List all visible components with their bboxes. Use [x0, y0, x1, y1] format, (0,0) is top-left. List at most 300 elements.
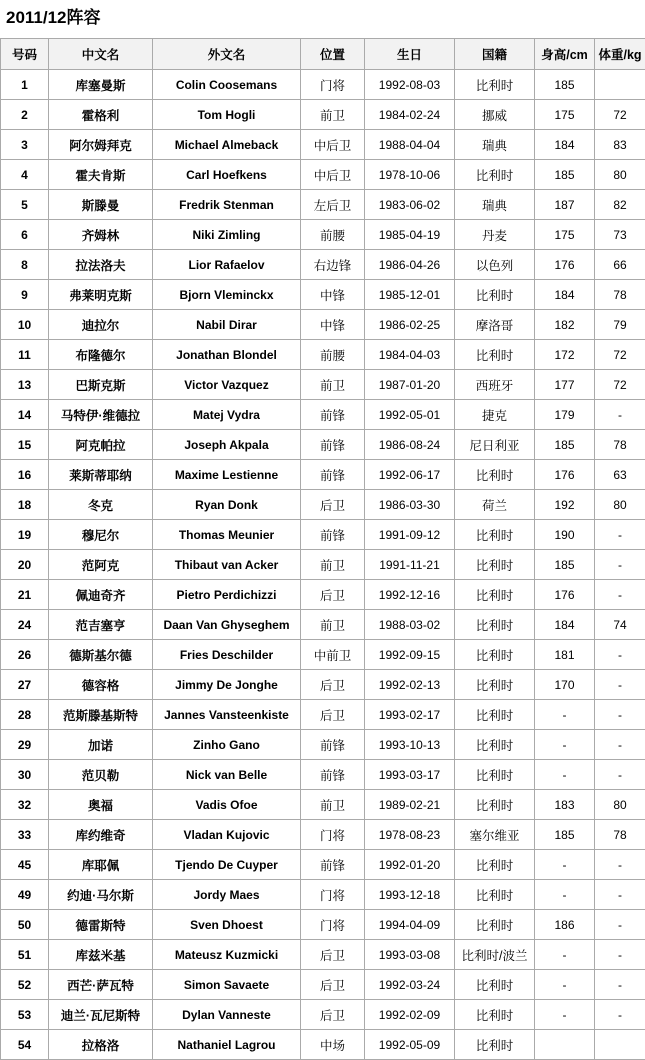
column-header-height: 身高/cm [535, 39, 595, 70]
cell-cn-name: 冬克 [49, 490, 153, 520]
cell-birthday: 1987-01-20 [365, 370, 455, 400]
cell-cn-name: 佩迪奇齐 [49, 580, 153, 610]
cell-nationality: 捷克 [455, 400, 535, 430]
cell-fn-name: Fredrik Stenman [153, 190, 301, 220]
table-row [1, 340, 645, 370]
cell-weight: - [595, 550, 645, 580]
cell-fn-name: Nick van Belle [153, 760, 301, 790]
cell-height: - [535, 760, 595, 790]
cell-height: 182 [535, 310, 595, 340]
cell-number: 2 [1, 100, 49, 130]
cell-cn-name: 阿尔姆拜克 [49, 130, 153, 160]
cell-height: 170 [535, 670, 595, 700]
cell-nationality: 比利时 [455, 970, 535, 1000]
cell-number: 32 [1, 790, 49, 820]
cell-height: 192 [535, 490, 595, 520]
cell-position: 前锋 [301, 460, 365, 490]
cell-height: 185 [535, 160, 595, 190]
cell-height: 176 [535, 580, 595, 610]
cell-cn-name: 库兹米基 [49, 940, 153, 970]
cell-position: 右边锋 [301, 250, 365, 280]
table-row [1, 820, 645, 850]
cell-birthday: 1992-02-09 [365, 1000, 455, 1030]
cell-cn-name: 齐姆林 [49, 220, 153, 250]
cell-number: 1 [1, 70, 49, 100]
cell-birthday: 1992-05-01 [365, 400, 455, 430]
cell-weight: - [595, 580, 645, 610]
cell-position: 后卫 [301, 970, 365, 1000]
table-row [1, 250, 645, 280]
cell-nationality: 以色列 [455, 250, 535, 280]
cell-height: 177 [535, 370, 595, 400]
cell-cn-name: 范斯滕基斯特 [49, 700, 153, 730]
cell-nationality: 塞尔维亚 [455, 820, 535, 850]
cell-cn-name: 马特伊·维德拉 [49, 400, 153, 430]
cell-position: 前卫 [301, 550, 365, 580]
table-row [1, 520, 645, 550]
cell-fn-name: Zinho Gano [153, 730, 301, 760]
cell-nationality: 瑞典 [455, 130, 535, 160]
cell-nationality: 比利时 [455, 340, 535, 370]
cell-height: 176 [535, 460, 595, 490]
table-row [1, 160, 645, 190]
cell-fn-name: Vladan Kujovic [153, 820, 301, 850]
cell-cn-name: 迪拉尔 [49, 310, 153, 340]
cell-nationality: 尼日利亚 [455, 430, 535, 460]
table-row [1, 670, 645, 700]
cell-weight: - [595, 730, 645, 760]
cell-position: 前卫 [301, 370, 365, 400]
table-row [1, 460, 645, 490]
cell-cn-name: 范贝勒 [49, 760, 153, 790]
cell-birthday: 1985-12-01 [365, 280, 455, 310]
cell-height: 187 [535, 190, 595, 220]
cell-height: 185 [535, 70, 595, 100]
cell-cn-name: 弗莱明克斯 [49, 280, 153, 310]
cell-height: - [535, 1000, 595, 1030]
cell-number: 14 [1, 400, 49, 430]
cell-position: 中后卫 [301, 130, 365, 160]
cell-number: 10 [1, 310, 49, 340]
table-row [1, 880, 645, 910]
cell-weight: - [595, 700, 645, 730]
cell-weight: - [595, 670, 645, 700]
cell-weight: 80 [595, 160, 645, 190]
cell-birthday: 1993-10-13 [365, 730, 455, 760]
table-row [1, 790, 645, 820]
cell-cn-name: 霍格利 [49, 100, 153, 130]
table-row [1, 730, 645, 760]
cell-cn-name: 巴斯克斯 [49, 370, 153, 400]
cell-cn-name: 库塞曼斯 [49, 70, 153, 100]
cell-weight: - [595, 940, 645, 970]
table-row [1, 610, 645, 640]
table-row [1, 430, 645, 460]
cell-position: 门将 [301, 880, 365, 910]
cell-number: 51 [1, 940, 49, 970]
cell-number: 49 [1, 880, 49, 910]
cell-position: 前锋 [301, 730, 365, 760]
column-header-weight: 体重/kg [595, 39, 645, 70]
cell-fn-name: Vadis Ofoe [153, 790, 301, 820]
cell-nationality: 比利时/波兰 [455, 940, 535, 970]
column-header-number: 号码 [1, 39, 49, 70]
cell-height: - [535, 940, 595, 970]
table-row [1, 550, 645, 580]
cell-birthday: 1986-08-24 [365, 430, 455, 460]
cell-height: 185 [535, 430, 595, 460]
cell-weight: - [595, 640, 645, 670]
cell-number: 11 [1, 340, 49, 370]
cell-weight: - [595, 970, 645, 1000]
cell-fn-name: Pietro Perdichizzi [153, 580, 301, 610]
cell-fn-name: Fries Deschilder [153, 640, 301, 670]
cell-height: 176 [535, 250, 595, 280]
cell-number: 27 [1, 670, 49, 700]
cell-weight: - [595, 850, 645, 880]
cell-number: 30 [1, 760, 49, 790]
cell-number: 3 [1, 130, 49, 160]
cell-position: 门将 [301, 820, 365, 850]
cell-height: 184 [535, 130, 595, 160]
cell-weight [595, 70, 645, 100]
cell-birthday: 1992-09-15 [365, 640, 455, 670]
cell-number: 45 [1, 850, 49, 880]
cell-fn-name: Jannes Vansteenkiste [153, 700, 301, 730]
cell-birthday: 1991-11-21 [365, 550, 455, 580]
cell-birthday: 1993-02-17 [365, 700, 455, 730]
cell-fn-name: Lior Rafaelov [153, 250, 301, 280]
cell-fn-name: Sven Dhoest [153, 910, 301, 940]
cell-cn-name: 德容格 [49, 670, 153, 700]
cell-birthday: 1992-05-09 [365, 1030, 455, 1060]
cell-weight: 78 [595, 430, 645, 460]
table-row [1, 280, 645, 310]
cell-fn-name: Dylan Vanneste [153, 1000, 301, 1030]
cell-birthday: 1988-03-02 [365, 610, 455, 640]
cell-number: 16 [1, 460, 49, 490]
cell-position: 后卫 [301, 940, 365, 970]
cell-fn-name: Niki Zimling [153, 220, 301, 250]
cell-number: 13 [1, 370, 49, 400]
cell-fn-name: Simon Savaete [153, 970, 301, 1000]
table-row [1, 760, 645, 790]
cell-fn-name: Jordy Maes [153, 880, 301, 910]
table-row [1, 1030, 645, 1060]
page-title: 2011/12阵容 [0, 0, 645, 38]
cell-weight: - [595, 400, 645, 430]
cell-weight: 66 [595, 250, 645, 280]
cell-position: 前卫 [301, 100, 365, 130]
cell-weight: 72 [595, 100, 645, 130]
cell-number: 54 [1, 1030, 49, 1060]
cell-birthday: 1986-03-30 [365, 490, 455, 520]
cell-number: 5 [1, 190, 49, 220]
cell-cn-name: 德斯基尔德 [49, 640, 153, 670]
cell-position: 前卫 [301, 610, 365, 640]
table-row [1, 220, 645, 250]
table-row [1, 100, 645, 130]
cell-nationality: 比利时 [455, 910, 535, 940]
cell-cn-name: 阿克帕拉 [49, 430, 153, 460]
cell-nationality: 摩洛哥 [455, 310, 535, 340]
cell-cn-name: 斯滕曼 [49, 190, 153, 220]
cell-nationality: 比利时 [455, 70, 535, 100]
cell-nationality: 西班牙 [455, 370, 535, 400]
cell-position: 中后卫 [301, 160, 365, 190]
cell-position: 中场 [301, 1030, 365, 1060]
table-row [1, 640, 645, 670]
cell-nationality: 比利时 [455, 880, 535, 910]
cell-position: 后卫 [301, 670, 365, 700]
cell-fn-name: Michael Almeback [153, 130, 301, 160]
cell-fn-name: Tjendo De Cuyper [153, 850, 301, 880]
cell-weight: 74 [595, 610, 645, 640]
cell-number: 9 [1, 280, 49, 310]
table-row [1, 580, 645, 610]
cell-weight: 63 [595, 460, 645, 490]
cell-number: 15 [1, 430, 49, 460]
cell-nationality: 比利时 [455, 580, 535, 610]
cell-weight: 78 [595, 820, 645, 850]
cell-nationality: 荷兰 [455, 490, 535, 520]
cell-weight: 78 [595, 280, 645, 310]
cell-birthday: 1993-03-08 [365, 940, 455, 970]
column-header-fn-name: 外文名 [153, 39, 301, 70]
cell-nationality: 挪威 [455, 100, 535, 130]
cell-position: 后卫 [301, 700, 365, 730]
cell-number: 19 [1, 520, 49, 550]
table-header-row [1, 39, 645, 70]
cell-cn-name: 约迪·马尔斯 [49, 880, 153, 910]
cell-height [535, 1030, 595, 1060]
cell-height: - [535, 850, 595, 880]
cell-birthday: 1983-06-02 [365, 190, 455, 220]
cell-number: 52 [1, 970, 49, 1000]
cell-number: 26 [1, 640, 49, 670]
cell-nationality: 比利时 [455, 760, 535, 790]
cell-height: - [535, 880, 595, 910]
cell-position: 前锋 [301, 520, 365, 550]
cell-number: 18 [1, 490, 49, 520]
cell-nationality: 比利时 [455, 520, 535, 550]
cell-birthday: 1991-09-12 [365, 520, 455, 550]
cell-birthday: 1988-04-04 [365, 130, 455, 160]
cell-weight: - [595, 910, 645, 940]
cell-fn-name: Maxime Lestienne [153, 460, 301, 490]
cell-number: 50 [1, 910, 49, 940]
cell-fn-name: Matej Vydra [153, 400, 301, 430]
cell-fn-name: Thomas Meunier [153, 520, 301, 550]
cell-position: 前锋 [301, 850, 365, 880]
cell-nationality: 比利时 [455, 1030, 535, 1060]
cell-fn-name: Nathaniel Lagrou [153, 1030, 301, 1060]
cell-nationality: 比利时 [455, 850, 535, 880]
cell-weight: - [595, 1000, 645, 1030]
cell-position: 后卫 [301, 490, 365, 520]
cell-weight: - [595, 880, 645, 910]
cell-height: 186 [535, 910, 595, 940]
cell-birthday: 1984-02-24 [365, 100, 455, 130]
cell-fn-name: Mateusz Kuzmicki [153, 940, 301, 970]
cell-nationality: 比利时 [455, 1000, 535, 1030]
cell-fn-name: Nabil Dirar [153, 310, 301, 340]
cell-number: 28 [1, 700, 49, 730]
cell-birthday: 1992-08-03 [365, 70, 455, 100]
cell-fn-name: Colin Coosemans [153, 70, 301, 100]
cell-height: - [535, 730, 595, 760]
table-row [1, 850, 645, 880]
cell-position: 前锋 [301, 400, 365, 430]
table-row [1, 310, 645, 340]
cell-birthday: 1978-10-06 [365, 160, 455, 190]
cell-birthday: 1985-04-19 [365, 220, 455, 250]
cell-position: 中前卫 [301, 640, 365, 670]
table-row [1, 190, 645, 220]
cell-cn-name: 库耶佩 [49, 850, 153, 880]
column-header-cn-name: 中文名 [49, 39, 153, 70]
cell-height: 175 [535, 220, 595, 250]
cell-position: 门将 [301, 70, 365, 100]
cell-cn-name: 奥福 [49, 790, 153, 820]
cell-birthday: 1992-06-17 [365, 460, 455, 490]
table-row [1, 940, 645, 970]
cell-position: 前锋 [301, 760, 365, 790]
cell-number: 8 [1, 250, 49, 280]
cell-weight: 83 [595, 130, 645, 160]
cell-nationality: 比利时 [455, 640, 535, 670]
table-row [1, 70, 645, 100]
cell-fn-name: Ryan Donk [153, 490, 301, 520]
column-header-position: 位置 [301, 39, 365, 70]
cell-number: 24 [1, 610, 49, 640]
cell-fn-name: Jimmy De Jonghe [153, 670, 301, 700]
cell-nationality: 丹麦 [455, 220, 535, 250]
table-body [1, 70, 645, 1060]
table-row [1, 910, 645, 940]
cell-height: 183 [535, 790, 595, 820]
cell-cn-name: 布隆德尔 [49, 340, 153, 370]
cell-weight: 79 [595, 310, 645, 340]
cell-position: 后卫 [301, 1000, 365, 1030]
cell-height: 185 [535, 550, 595, 580]
cell-birthday: 1984-04-03 [365, 340, 455, 370]
cell-birthday: 1989-02-21 [365, 790, 455, 820]
cell-nationality: 比利时 [455, 280, 535, 310]
cell-position: 前腰 [301, 220, 365, 250]
cell-cn-name: 莱斯蒂耶纳 [49, 460, 153, 490]
cell-birthday: 1978-08-23 [365, 820, 455, 850]
cell-height: 179 [535, 400, 595, 430]
cell-nationality: 比利时 [455, 160, 535, 190]
cell-birthday: 1992-01-20 [365, 850, 455, 880]
cell-cn-name: 穆尼尔 [49, 520, 153, 550]
table-row [1, 1000, 645, 1030]
cell-cn-name: 库约维奇 [49, 820, 153, 850]
cell-position: 前腰 [301, 340, 365, 370]
cell-cn-name: 范吉塞亨 [49, 610, 153, 640]
cell-height: 184 [535, 280, 595, 310]
table-row [1, 700, 645, 730]
cell-birthday: 1994-04-09 [365, 910, 455, 940]
cell-fn-name: Victor Vazquez [153, 370, 301, 400]
cell-height: - [535, 700, 595, 730]
cell-nationality: 比利时 [455, 550, 535, 580]
cell-fn-name: Carl Hoefkens [153, 160, 301, 190]
table-row [1, 490, 645, 520]
cell-number: 53 [1, 1000, 49, 1030]
cell-number: 21 [1, 580, 49, 610]
table-row [1, 970, 645, 1000]
cell-weight: 72 [595, 370, 645, 400]
column-header-nationality: 国籍 [455, 39, 535, 70]
cell-birthday: 1992-03-24 [365, 970, 455, 1000]
cell-fn-name: Bjorn Vleminckx [153, 280, 301, 310]
cell-weight: - [595, 760, 645, 790]
cell-number: 20 [1, 550, 49, 580]
cell-position: 前卫 [301, 790, 365, 820]
cell-cn-name: 德雷斯特 [49, 910, 153, 940]
cell-cn-name: 拉法洛夫 [49, 250, 153, 280]
cell-nationality: 比利时 [455, 670, 535, 700]
cell-fn-name: Jonathan Blondel [153, 340, 301, 370]
cell-nationality: 比利时 [455, 700, 535, 730]
cell-weight [595, 1030, 645, 1060]
table-row [1, 400, 645, 430]
cell-birthday: 1993-12-18 [365, 880, 455, 910]
cell-weight: 80 [595, 790, 645, 820]
cell-height: 175 [535, 100, 595, 130]
cell-number: 4 [1, 160, 49, 190]
cell-cn-name: 霍夫肯斯 [49, 160, 153, 190]
cell-cn-name: 拉格洛 [49, 1030, 153, 1060]
cell-position: 中锋 [301, 310, 365, 340]
cell-height: 172 [535, 340, 595, 370]
cell-height: 185 [535, 820, 595, 850]
cell-height: 181 [535, 640, 595, 670]
cell-position: 左后卫 [301, 190, 365, 220]
cell-nationality: 瑞典 [455, 190, 535, 220]
cell-cn-name: 加诺 [49, 730, 153, 760]
cell-height: 190 [535, 520, 595, 550]
cell-cn-name: 迪兰·瓦尼斯特 [49, 1000, 153, 1030]
cell-weight: - [595, 520, 645, 550]
squad-table [0, 38, 645, 1060]
cell-position: 中锋 [301, 280, 365, 310]
cell-position: 门将 [301, 910, 365, 940]
cell-fn-name: Thibaut van Acker [153, 550, 301, 580]
cell-position: 前锋 [301, 430, 365, 460]
cell-fn-name: Tom Hogli [153, 100, 301, 130]
cell-nationality: 比利时 [455, 610, 535, 640]
cell-nationality: 比利时 [455, 460, 535, 490]
table-row [1, 370, 645, 400]
cell-birthday: 1992-02-13 [365, 670, 455, 700]
cell-weight: 72 [595, 340, 645, 370]
cell-cn-name: 范阿克 [49, 550, 153, 580]
table-row [1, 130, 645, 160]
cell-birthday: 1992-12-16 [365, 580, 455, 610]
cell-position: 后卫 [301, 580, 365, 610]
cell-birthday: 1986-02-25 [365, 310, 455, 340]
cell-weight: 73 [595, 220, 645, 250]
cell-nationality: 比利时 [455, 790, 535, 820]
column-header-birthday: 生日 [365, 39, 455, 70]
cell-fn-name: Daan Van Ghyseghem [153, 610, 301, 640]
cell-birthday: 1993-03-17 [365, 760, 455, 790]
table-header [1, 39, 645, 70]
cell-number: 33 [1, 820, 49, 850]
